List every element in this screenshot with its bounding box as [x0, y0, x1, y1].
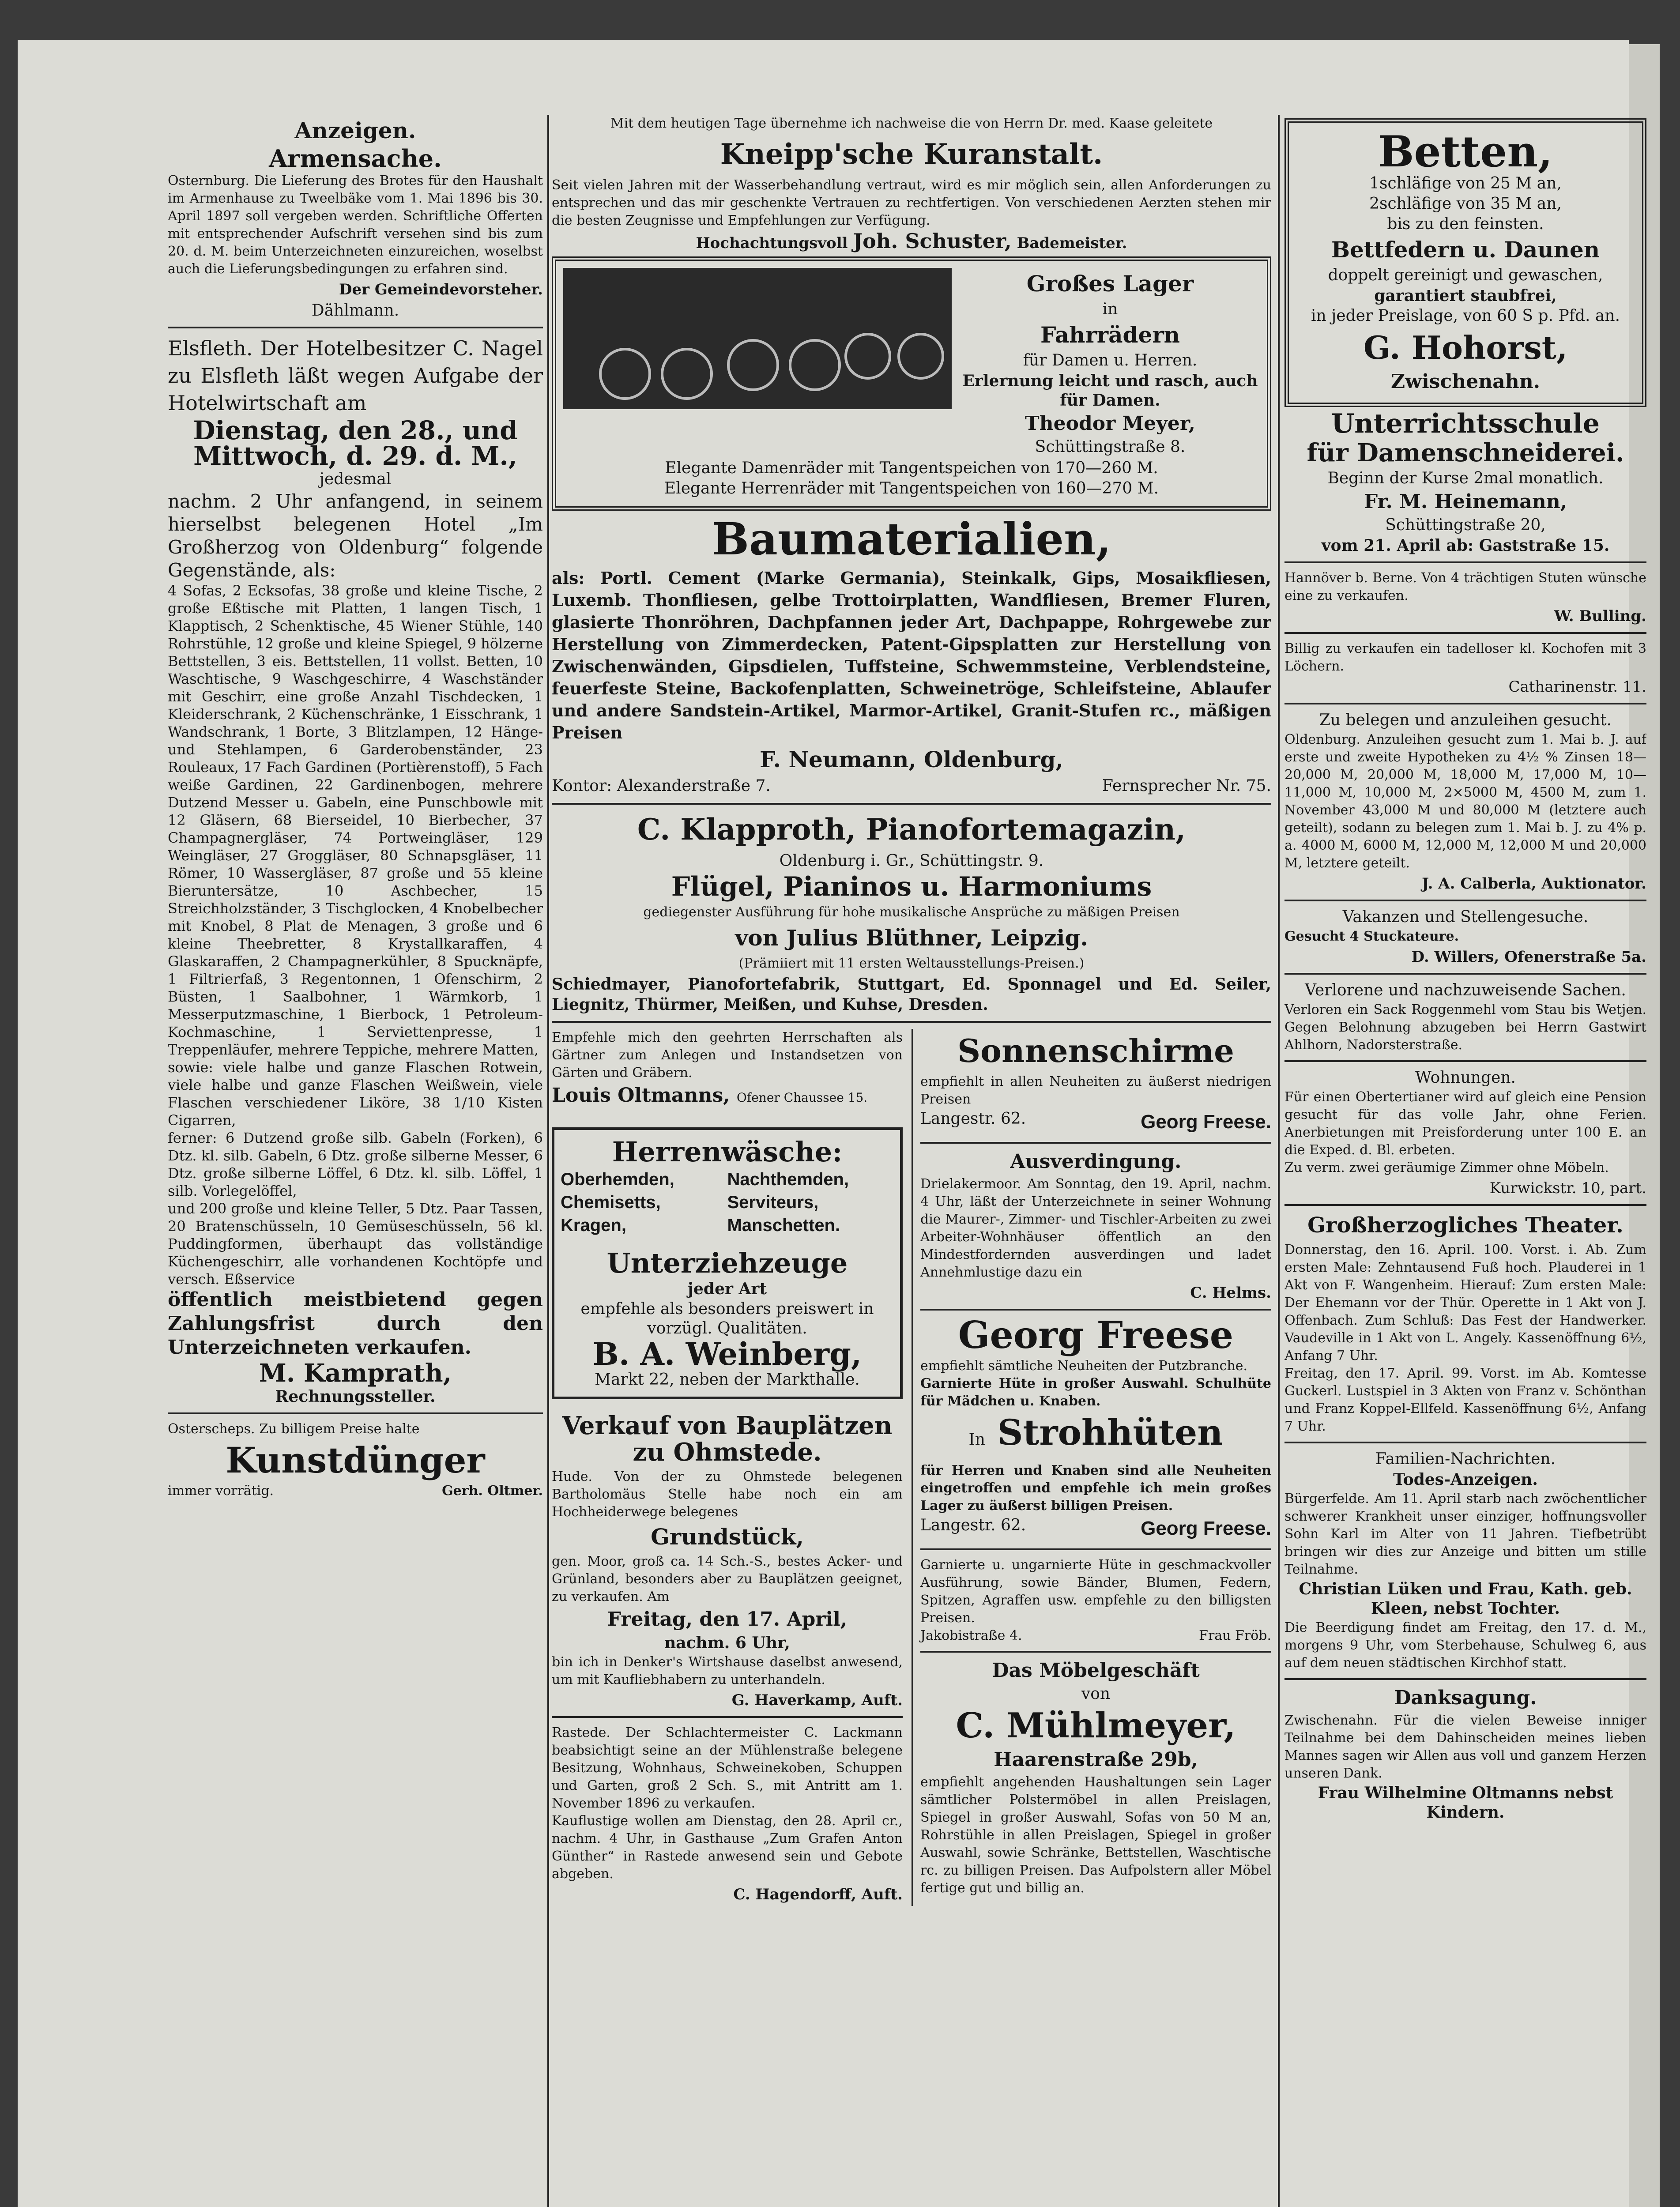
section-title: Wohnungen.	[1415, 1069, 1516, 1087]
ad-title: Unterziehzeuge	[606, 1247, 848, 1279]
auction-date: Mittwoch, d. 29. d. M.,	[193, 441, 517, 471]
section-title: Vakanzen und Stellengesuche.	[1342, 908, 1589, 926]
list-item: Kragen,	[561, 1216, 626, 1235]
ad-signature: Der Gemeindevorsteher.	[339, 281, 543, 298]
ad-body: Verloren ein Sack Roggenmehl vom Stau bis Wetjen. Gegen Belohnung abzugeben bei Herrn Gastwirt Ahlhorn, Nadorsterstraße.	[1284, 1002, 1646, 1053]
ad-signature: Theodor Meyer,	[1025, 412, 1196, 435]
divider	[920, 1548, 1271, 1550]
ad-signature: Joh. Schuster,	[853, 229, 1012, 253]
ad-title: Fahrrädern	[1040, 322, 1180, 348]
auction-date: Dienstag, den 28., und	[193, 415, 518, 445]
section-title: Verlorene und nachzuweisende Sachen.	[1305, 981, 1626, 999]
ad-text: Erlernung leicht und rasch, auch für Damen.	[962, 372, 1258, 410]
ad-address: Kontor: Alexanderstraße 7.	[552, 777, 771, 795]
ad-title: Baumaterialien,	[712, 513, 1111, 565]
divider	[552, 803, 1271, 805]
ad-address: Schüttingstraße 20,	[1385, 516, 1546, 534]
ad-signature: F. Neumann, Oldenburg,	[760, 746, 1063, 772]
ad-text: in jeder Preislage, von 60 S p. Pfd. an.	[1311, 307, 1620, 325]
auction-signature: M. Kamprath,	[259, 1359, 452, 1388]
ad-address: Jakobistraße 4.	[920, 1628, 1022, 1643]
auction-signature: Rechnungssteller.	[275, 1387, 436, 1406]
ad-text: für Damen u. Herren.	[1023, 351, 1198, 369]
ad-text: gediegenster Ausführung für hohe musikalische Ansprüche zu mäßigen Preisen	[643, 904, 1180, 920]
price-line: Elegante Damenräder mit Tangentspeichen von 170—260 M.	[665, 459, 1158, 477]
ad-text: doppelt gereinigt und gewaschen,	[1328, 266, 1603, 284]
ad-body: für Herren und Knaben sind alle Neuheiten eingetroffen und empfehle ich mein großes Lager zu äußerst billigen Preisen.	[920, 1463, 1271, 1514]
ad-phone: Fernsprecher Nr. 75.	[1102, 777, 1271, 795]
ad-address: Schüttingstraße 8.	[1035, 438, 1186, 456]
ad-signature: Frau Fröb.	[1199, 1628, 1271, 1643]
ad-body: Drielakermoor. Am Sonntag, den 19. April, nachm. 4 Uhr, läßt der Unterzeichnete in seiner Wohnung die Maurer-, Zimmer- und Tischler-Arbeiten zu zwei Arbeiter-Wohnhäuser öffentlich an den Mindestfordernden ausverdingen und ladet Annehmlustige dazu ein	[920, 1176, 1271, 1280]
ad-text: von Julius Blüthner, Leipzig.	[735, 925, 1088, 951]
ad-title: Ausverdingung.	[1010, 1150, 1182, 1173]
ad-signature: Hochachtungsvoll	[696, 234, 848, 252]
ad-body: immer vorrätig.	[168, 1483, 274, 1499]
ad-date: nachm. 6 Uhr,	[664, 1634, 790, 1652]
auction-list: sowie: viele halbe und ganze Flaschen Rotwein, viele halbe und ganze Flaschen Weißwein, viele Flaschen verschiedener Liköre, 38 1/10 Kisten Cigarren,	[168, 1059, 543, 1129]
bicycle-ad	[552, 256, 1271, 511]
column-rule	[1278, 115, 1280, 2207]
ad-address: vom 21. April ab: Gaststraße 15.	[1321, 536, 1610, 555]
section-title: Familien-Nachrichten.	[1375, 1450, 1556, 1468]
column-left	[168, 115, 543, 2207]
ad-title: Kneipp'sche Kuranstalt.	[720, 138, 1103, 171]
ad-title: Betten,	[1378, 127, 1553, 177]
ad-body: Empfehle mich den geehrten Herrschaften als Gärtner zum Anlegen und Instandsetzen von Gärten und Gräbern.	[552, 1030, 903, 1081]
ad-text: 2schläfige von 35 M an,	[1369, 195, 1562, 213]
ad-signature: Dählmann.	[311, 301, 399, 320]
divider	[1284, 632, 1646, 634]
ad-title: Sonnenschirme	[957, 1032, 1234, 1070]
ad-signature: Bademeister.	[1017, 234, 1127, 252]
ad-signature: Louis Oltmanns,	[552, 1084, 730, 1107]
list-item: Serviteurs,	[727, 1193, 819, 1212]
ad-body: Zu verm. zwei geräumige Zimmer ohne Möbeln.	[1284, 1160, 1609, 1175]
ad-signature: Frau Wilhelmine Oltmanns nebst Kindern.	[1318, 1784, 1613, 1822]
ad-title: C. Mühlmeyer,	[956, 1706, 1236, 1746]
divider	[168, 327, 543, 328]
ad-address: Ofener Chaussee 15.	[736, 1090, 868, 1105]
ad-body: gen. Moor, groß ca. 14 Sch.-S., bestes Acker- und Grünland, besonders aber zu Bauplätzen geeignet, zu verkaufen. Am	[552, 1554, 903, 1604]
ad-title: Flügel, Pianinos u. Harmoniums	[671, 871, 1152, 902]
ad-title: Verkauf von Bauplätzen zu Ohmstede.	[562, 1411, 893, 1467]
ad-body: Gesucht 4 Stuckateure.	[1284, 929, 1459, 944]
ad-body: Bürgerfelde. Am 11. April starb nach zwöchentlicher schwerer Krankheit unser einziger, hoffnungsvoller Sohn Karl im Alter von 11 Jahren. Tiefbetrübt bringen wir dies zur Anzeige und bitten um stille Teilnahme.	[1284, 1491, 1646, 1577]
ad-signature: W. Bulling.	[1554, 607, 1646, 625]
ad-body: bin ich in Denker's Wirtshause daselbst anwesend, um mit Kaufliebhabern zu unterhandeln.	[552, 1654, 903, 1687]
ad-signature: G. Haverkamp, Auft.	[731, 1691, 903, 1709]
beds-ad	[1284, 118, 1646, 407]
ad-body: Kauflustige wollen am Dienstag, den 28. April cr., nachm. 4 Uhr, in Gasthause „Zum Grafen Anton Günther“ in Rastede anwesend sein und Gebote abgeben.	[552, 1813, 903, 1882]
divider	[1284, 703, 1646, 704]
column-middle	[552, 115, 1271, 2207]
list-item: Nachthemden,	[727, 1170, 849, 1189]
auction-list: 4 Sofas, 2 Ecksofas, 38 große und kleine Tische, 2 große Eßtische mit Platten, 1 langen Tisch, 1 Klapptisch, 2 Schenktische, 45 Wiener Stühle, 140 Rohrstühle, 12 große und kleine Spiegel, 9 hölzerne Bettstellen, 3 eis. Bettstellen, 11 vollst. Betten, 10 Waschtische, 9 Waschgeschirre, 4 Waschständer mit Geschirr, eine große Anzahl Tischdecken, 1 Kleiderschrank, 2 Küchenschränke, 1 Eisschrank, 1 Wandschrank, 1 Borte, 3 Blitzlampen, 12 Hänge- und Stehlampen, 6 Garderobenständer, 23 Rouleaux, 17 Fach Gardinen (Portièrenstoff), 5 Fach weiße Gardinen, 22 Gardinenbogen, mehrere Dutzend Messer u. Gabeln, eine Punschbowle mit 12 Gläsern, 68 Bierseidel, 10 Bierbecher, 37 Champagnergläser, 74 Portweingläser, 129 Weingläser, 27 Groggläser, 80 Schnapsgläser, 11 Römer, 10 Wassergläser, 87 große und 55 kleine Bieruntersätze, 10 Aschbecher, 15 Streichholzständer, 3 Tischglocken, 4 Knobelbecher mit Knobel, 8 Plat de Menagen, 3 große und 6 kleine Theebretter, 8 Krystallkaraffen, 4 Glaskaraffen, 2 Champagnerkühler, 8 Spucknäpfe, 1 Filtrierfaß, 3 Regentonnen, 1 Ofenschirm, 2 Büsten, 1 Saalbohner, 1 Wärmkorb, 1 Messerputzmaschine, 1 Bierbock, 1 Petroleum-Kochmaschine, 1 Serviettenpresse, 1 Treppenläufer, mehrere Teppiche, mehrere Matten,	[168, 582, 543, 1058]
ad-signature: C. Helms.	[1190, 1284, 1271, 1302]
ad-text: In	[968, 1431, 985, 1449]
section-title: Todes-Anzeigen.	[1393, 1470, 1538, 1489]
list-item: Oberhemden,	[561, 1170, 674, 1189]
auction-intro: Elsfleth. Der Hotelbesitzer C. Nagel zu Elsfleth läßt wegen Aufgabe der Hotelwirtschaft am	[168, 336, 543, 415]
ad-body: empfiehlt in allen Neuheiten zu äußerst niedrigen Preisen	[920, 1074, 1271, 1107]
ad-body: empfiehlt sämtliche Neuheiten der Putzbranche.	[920, 1358, 1248, 1374]
ad-text: Das Möbelgeschäft	[992, 1659, 1200, 1682]
section-title: Zu belegen und anzuleihen gesucht.	[1319, 711, 1612, 729]
ad-signature: Gerh. Oltmer.	[442, 1483, 543, 1499]
divider	[920, 1651, 1271, 1653]
ad-title: Kunstdünger	[226, 1439, 485, 1481]
ad-title: Großes Lager	[1026, 271, 1194, 297]
ad-body: Osternburg. Die Lieferung des Brotes für den Haushalt im Armenhause zu Tweelbäke vom 1. Mai 1896 bis 30. April 1897 soll vergeben werden. Schriftliche Offerten mit entsprechender Aufschrift versehen sind bis zum 20. d. M. beim Unterzeichneten einzureichen, woselbst auch die Lieferungsbedingungen zu erfahren sind.	[168, 173, 543, 277]
ad-title: Strohhüten	[997, 1412, 1223, 1453]
theater-program: Freitag, den 17. April. 99. Vorst. im Ab. Komtesse Guckerl. Lustspiel in 3 Akten von Franz v. Schönthan und Franz Koppel-Ellfeld. Kassenöffnung 6½, Anfang 7 Uhr.	[1284, 1366, 1646, 1434]
ad-body: Rastede. Der Schlachtermeister C. Lackmann beabsichtigt seine an der Mühlenstraße belegene Besitzung, Wohnhaus, Schweinekoben, Schuppen und Garten, groß 2 Sch. S., mit Antritt am 1. November 1896 zu verkaufen.	[552, 1725, 903, 1811]
section-title: Danksagung.	[1394, 1687, 1537, 1709]
ad-text: von	[1081, 1685, 1111, 1703]
ad-body: Billig zu verkaufen ein tadelloser kl. Kochofen mit 3 Löchern.	[1284, 641, 1646, 674]
section-header: Anzeigen.	[294, 117, 416, 143]
column-right	[1284, 115, 1646, 2207]
ad-signature: D. Willers, Ofenerstraße 5a.	[1411, 948, 1646, 966]
price-line: Elegante Herrenräder mit Tangentspeichen von 160—270 M.	[664, 479, 1159, 497]
ad-title: Georg Freese	[958, 1313, 1234, 1357]
section-title: Großherzogliches Theater.	[1307, 1213, 1623, 1238]
ad-address: Markt 22, neben der Markthalle.	[595, 1371, 860, 1389]
ad-address: Langestr. 62.	[920, 1516, 1026, 1534]
ad-body: Oldenburg. Anzuleihen gesucht zum 1. Mai b. J. auf erste und zweite Hypotheken zu 4½ % Zinsen 18—20,000 M, 20,000 M, 18,000 M, 17,000 M, 10—11,000 M, 10,000 M, 2×5000 M, 4500 M, zum 1. November 43,000 M und 80,000 M (letztere auch geteilt), sodann zu belegen zum 1. Mai b. J. zu 4% p. a. 4000 M, 6000 M, 12,000 M, 12,000 M und 20,000 M, letztere geteilt.	[1284, 732, 1646, 871]
ad-signature: C. Hagendorff, Auft.	[733, 1886, 903, 1903]
ad-signature: J. A. Calberla, Auktionator.	[1422, 875, 1646, 893]
ad-signature: B. A. Weinberg,	[592, 1336, 862, 1372]
ad-address: Catharinenstr. 11.	[1508, 678, 1646, 696]
divider	[1284, 1442, 1646, 1443]
ad-signature: Georg Freese.	[1141, 1111, 1271, 1133]
ad-signature: Fr. M. Heinemann,	[1364, 490, 1567, 513]
list-item: Manschetten.	[727, 1216, 840, 1235]
ad-text: (Prämiiert mit 11 ersten Weltausstellungs-Preisen.)	[738, 956, 1085, 971]
ad-body: Die Beerdigung findet am Freitag, den 17. d. M., morgens 9 Uhr, vom Sterbehause, Schulweg 6, aus auf dem neuen städtischen Kirchhof statt.	[1284, 1620, 1646, 1671]
auction-list: ferner: 6 Dutzend große silb. Gabeln (Forken), 6 Dtz. kl. silb. Gabeln, 6 Dtz. große silberne Messer, 6 Dtz. große silberne Löffel, 6 Dtz. kl. silb. Löffel, 1 silb. Vorlegelöffel,	[168, 1130, 543, 1199]
divider	[552, 1716, 903, 1718]
bicycle-illustration	[563, 268, 952, 409]
list-item: Chemisetts,	[561, 1193, 661, 1212]
ad-text: jeder Art	[687, 1280, 767, 1298]
ad-title: C. Klapproth, Pianofortemagazin,	[637, 812, 1186, 847]
ad-text: garantiert staubfrei,	[1374, 286, 1557, 305]
ad-body: Garnierte u. ungarnierte Hüte in geschmackvoller Ausführung, sowie Bänder, Blumen, Federn, Spitzen, Agraffen usw. empfehle zu den billigsten Preisen.	[920, 1557, 1271, 1626]
auction-date: jedesmal	[319, 470, 392, 488]
divider	[1284, 973, 1646, 975]
theater-program: Donnerstag, den 16. April. 100. Vorst. i. Ab. Zum ersten Male: Zehntausend Fuß hoch. Plauderei in 1 Akt von F. Wangenheim. Hierauf: Zum ersten Male: Der Ehemann vor der Thür. Operette in 1 Akt von J. Offenbach. Zum Schluß: Das Fest der Handwerker. Vaudeville in 1 Akt von L. Angely. Kassenöffnung 6½, Anfang 7 Uhr.	[1284, 1242, 1646, 1363]
ad-body: Hannöver b. Berne. Von 4 trächtigen Stuten wünsche eine zu verkaufen.	[1284, 570, 1646, 603]
divider	[1284, 561, 1646, 563]
divider	[1284, 1204, 1646, 1206]
auction-terms: öffentlich meistbietend gegen Zahlungsfrist durch den Unterzeichneten verkaufen.	[168, 1288, 543, 1359]
ad-text: in	[1102, 300, 1118, 318]
divider	[1284, 900, 1646, 901]
ad-body: Osterscheps. Zu billigem Preise halte	[168, 1421, 420, 1437]
ad-title: Armensache.	[269, 144, 442, 173]
auction-time: nachm. 2 Uhr anfangend, in seinem hierselbst belegenen Hotel „Im Großherzog von Oldenburg“ folgende Gegenstände, als:	[168, 490, 543, 581]
ad-address: Oldenburg i. Gr., Schüttingstr. 9.	[779, 852, 1044, 870]
ad-body: als: Portl. Cement (Marke Germania), Steinkalk, Gips, Mosaikfliesen, Luxemb. Thonfliesen, gelbe Trottoirplatten, Wandfliesen, Bremer Fluren, glasierte Thonröhren, Dachpfannen jeder Art, Dachpappe, Rohrgewebe zur Herstellung von Zimmerdecken, Patent-Gipsplatten zur Herstellung von Zwischenwänden, Gipsdielen, Tuffsteine, Schwemmsteine, Verblendsteine, feuerfeste Steine, Backofenplatten, Schweinetröge, Schleifsteine, Ablaufer und andere Sandstein-Artikel, Marmor-Artikel, Granit-Stufen rc., mäßigen Preisen	[552, 568, 1271, 742]
laundry-ad	[552, 1127, 903, 1399]
ad-title: Grundstück,	[651, 1524, 804, 1550]
ad-intro: Mit dem heutigen Tage übernehme ich nachweise die von Herrn Dr. med. Kaase geleitete	[610, 116, 1213, 131]
ad-text: 1schläfige von 25 M an,	[1369, 174, 1562, 192]
ad-body: Schiedmayer, Pianofortefabrik, Stuttgart, Ed. Sponnagel und Ed. Seiler, Liegnitz, Thürmer, Meißen, und Kuhse, Dresden.	[552, 975, 1271, 1014]
cyclists-image	[563, 268, 952, 409]
ad-body: Seit vielen Jahren mit der Wasserbehandlung vertraut, wird es mir möglich sein, allen Anforderungen zu entsprechen und das mir geschenkte Vertrauen zu rechtfertigen. Von verschiedenen Aerzten stehen mir die besten Zeugnisse und Empfehlungen zur Verfügung.	[552, 177, 1271, 228]
ad-body: Hude. Von der zu Ohmstede belegenen Bartholomäus Stelle habe noch ein am Hochheiderwege belegenes	[552, 1469, 903, 1520]
ad-title: Unterrichtsschule	[1331, 408, 1600, 439]
ad-text: bis zu den feinsten.	[1387, 215, 1544, 233]
column-rule	[547, 115, 549, 2207]
ad-address: Langestr. 62.	[920, 1110, 1026, 1128]
divider	[1284, 1678, 1646, 1680]
ad-signature: G. Hohorst,	[1363, 329, 1568, 366]
ad-text: empfehle als besonders preiswert in vorzügl. Qualitäten.	[580, 1300, 874, 1337]
divider	[168, 1412, 543, 1414]
ad-address: Zwischenahn.	[1390, 370, 1541, 393]
ad-body: Garnierte Hüte in großer Auswahl. Schulhüte für Mädchen u. Knaben.	[920, 1376, 1271, 1409]
ad-body: empfiehlt angehenden Haushaltungen sein Lager sämtlicher Polstermöbel in allen Preislagen, Spiegel in großer Auswahl, Sofas von 50 M an, Rohrstühle in allen Preislagen, Spiegel in großer Auswahl, sowie Schränke, Bettstellen, Waschtische rc. zu billigen Preisen. Das Aufpolstern aller Möbel fertige gut und billig an.	[920, 1774, 1271, 1896]
ad-title: für Damenschneiderei.	[1307, 438, 1624, 467]
ad-text: Beginn der Kurse 2mal monatlich.	[1327, 469, 1604, 487]
ad-address: Haarenstraße 29b,	[994, 1748, 1198, 1771]
auction-list: und 200 große und kleine Teller, 5 Dtz. Paar Tassen, 20 Bratenschüsseln, 10 Gemüseschüsseln, 56 kl. Puddingformen, überhaupt das vollständige Küchengeschirr, alle vorhandenen Kochtöpfe und versch. Eßservice	[168, 1200, 543, 1288]
divider	[552, 1021, 1271, 1023]
divider	[920, 1309, 1271, 1311]
ad-body: Zwischenahn. Für die vielen Beweise inniger Teilnahme bei dem Dahinscheiden meines lieben Mannes sagen wir Allen aus voll und ganzem Herzen unseren Dank.	[1284, 1713, 1646, 1781]
ad-title: Herrenwäsche:	[612, 1136, 843, 1168]
ad-title: Bettfedern u. Daunen	[1331, 237, 1600, 263]
ad-signature: Georg Freese.	[1141, 1518, 1271, 1539]
ad-body: Für einen Obertertianer wird auf gleich eine Pension gesucht für das volle Jahr, ohne Ferien. Anerbietungen mit Preisforderung unter 100 E. an die Exped. d. Bl. erbeten.	[1284, 1089, 1646, 1158]
ad-signature: Christian Lüken und Frau, Kath. geb. Kleen, nebst Tochter.	[1299, 1580, 1632, 1618]
divider	[920, 1142, 1271, 1144]
divider	[1284, 1060, 1646, 1062]
ad-date: Freitag, den 17. April,	[607, 1608, 848, 1631]
ad-address: Kurwickstr. 10, part.	[1489, 1179, 1646, 1197]
